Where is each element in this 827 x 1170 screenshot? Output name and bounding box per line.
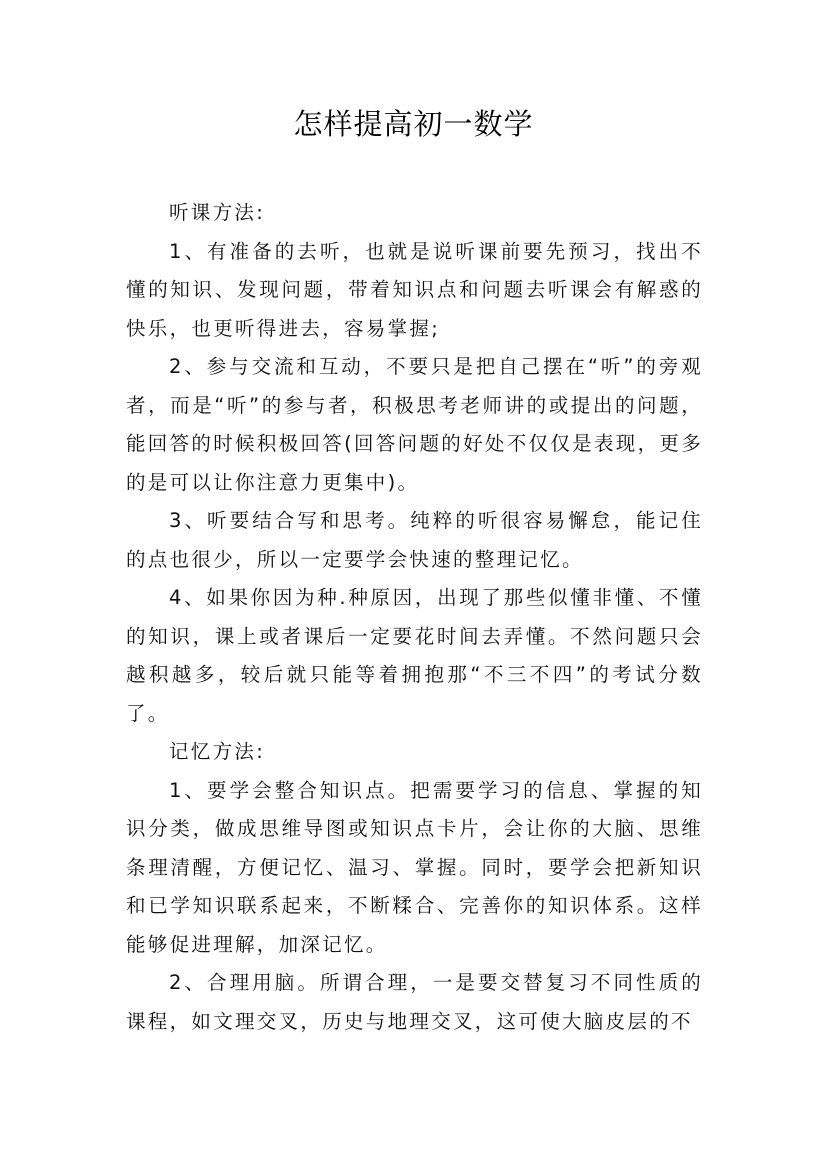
paragraph-listening-heading: 听课方法: (169, 201, 266, 224)
paragraph-listening-2: 2、参与交流和互动，不要只是把自己摆在“听”的旁观者，而是“听”的参与者，积极思考老师讲的或提出的问题，能回答的时候积极回答(回答问题的好处不仅仅是表现，更多的是可以让你注意力更集中)。 (126, 355, 703, 494)
paragraph-memory-2: 2、合理用脑。所谓合理，一是要交替复习不同性质的课程，如文理交叉，历史与地理交叉，这可使大脑皮层的不 (126, 971, 703, 1033)
paragraph-listening-4: 4、如果你因为种.种原因，出现了那些似懂非懂、不懂的知识，课上或者课后一定要花时间去弄懂。不然问题只会越积越多，较后就只能等着拥抱那“不三不四”的考试分数了。 (126, 586, 703, 725)
document-title: 怎样提高初一数学 (293, 107, 534, 141)
paragraph-memory-heading: 记忆方法: (169, 740, 266, 763)
paragraph-listening-3: 3、听要结合写和思考。纯粹的听很容易懈怠，能记住的点也很少，所以一定要学会快速的整理记忆。 (126, 509, 703, 571)
paragraph-listening-1: 1、有准备的去听，也就是说听课前要先预习，找出不懂的知识、发现问题，带着知识点和问题去听课会有解惑的快乐，也更听得进去，容易掌握; (126, 239, 703, 340)
paragraph-memory-1: 1、要学会整合知识点。把需要学习的信息、掌握的知识分类，做成思维导图或知识点卡片，会让你的大脑、思维条理清醒，方便记忆、温习、掌握。同时，要学会把新知识和已学知识联系起来，不断糅合、完善你的知识体系。这样能够促进理解，加深记忆。 (126, 778, 703, 956)
document-body (126, 194, 703, 1041)
